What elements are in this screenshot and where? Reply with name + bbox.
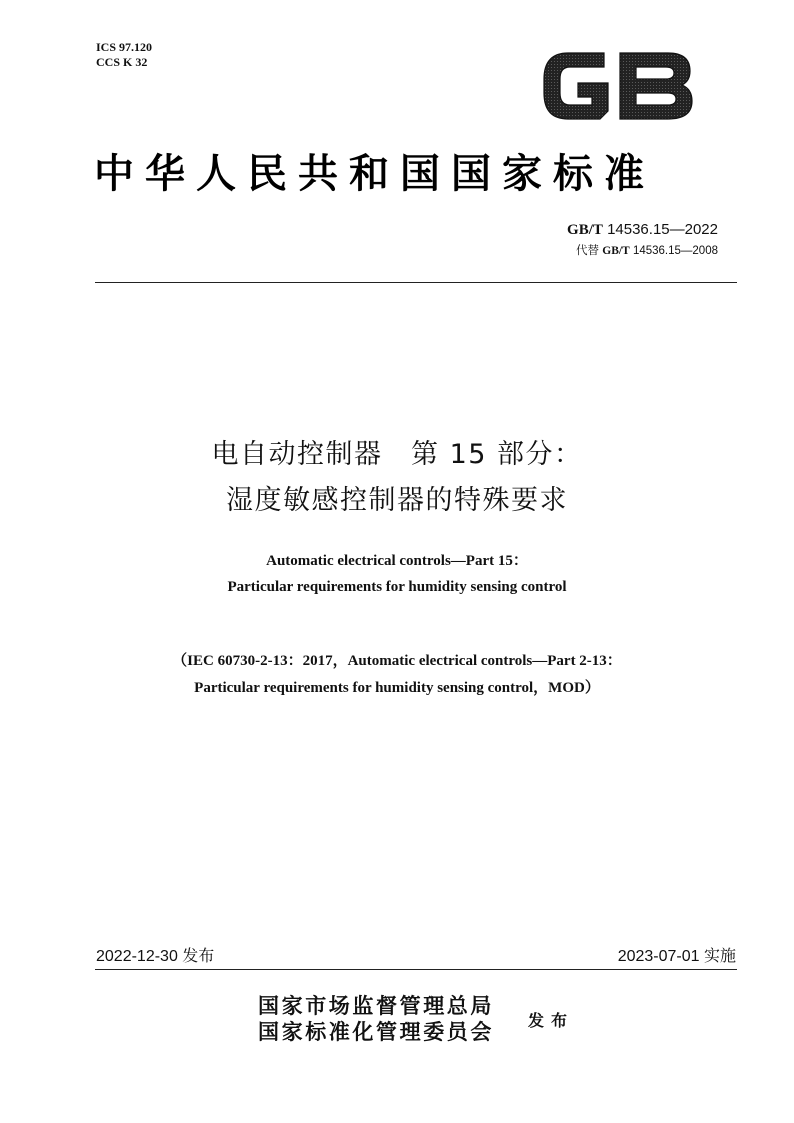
issuer-sac: 国家标准化管理委员会 (258, 1019, 494, 1044)
iec-reference-line1: （IEC 60730-2-13：2017，Automatic electrical controls—Part 2-13： (172, 653, 622, 669)
publish-label: 发布 (528, 1011, 575, 1030)
classification-codes (96, 40, 152, 70)
chinese-title-line1: 电自动控制器 第 15 部分： (211, 439, 583, 470)
replaced-standard (576, 244, 718, 259)
main-title: 中华人民共和国国家标准 (94, 150, 655, 197)
chinese-title (0, 432, 794, 524)
standard-prefix: GB/T (567, 222, 603, 238)
issuer-samr: 国家市场监督管理总局 (258, 993, 494, 1018)
footer-divider (95, 969, 737, 970)
english-title-line2: Particular requirements for humidity sensing control (227, 579, 567, 595)
chinese-title-line2: 湿度敏感控制器的特殊要求 (226, 485, 568, 516)
iec-reference-line2: Particular requirements for humidity sensing control，MOD） (194, 680, 600, 696)
replace-label: 代替 (576, 245, 600, 257)
issuing-authorities (258, 993, 494, 1045)
implementation-date: 2023-07-01 实施 (617, 948, 736, 965)
english-title-line1: Automatic electrical controls—Part 15： (266, 553, 528, 569)
iec-reference (0, 648, 794, 702)
ics-code: ICS 97.120 (96, 40, 153, 54)
standard-number (567, 220, 718, 240)
issue-date: 2022-12-30 发布 (96, 948, 215, 965)
replace-code: GB/T (602, 245, 630, 257)
standard-number-value: 14536.15—2022 (607, 221, 718, 238)
header-divider (95, 282, 737, 283)
ccs-code: CCS K 32 (96, 55, 148, 69)
replace-number: 14536.15—2008 (632, 245, 718, 257)
english-title (0, 548, 794, 600)
gb-logo-icon (538, 45, 696, 127)
